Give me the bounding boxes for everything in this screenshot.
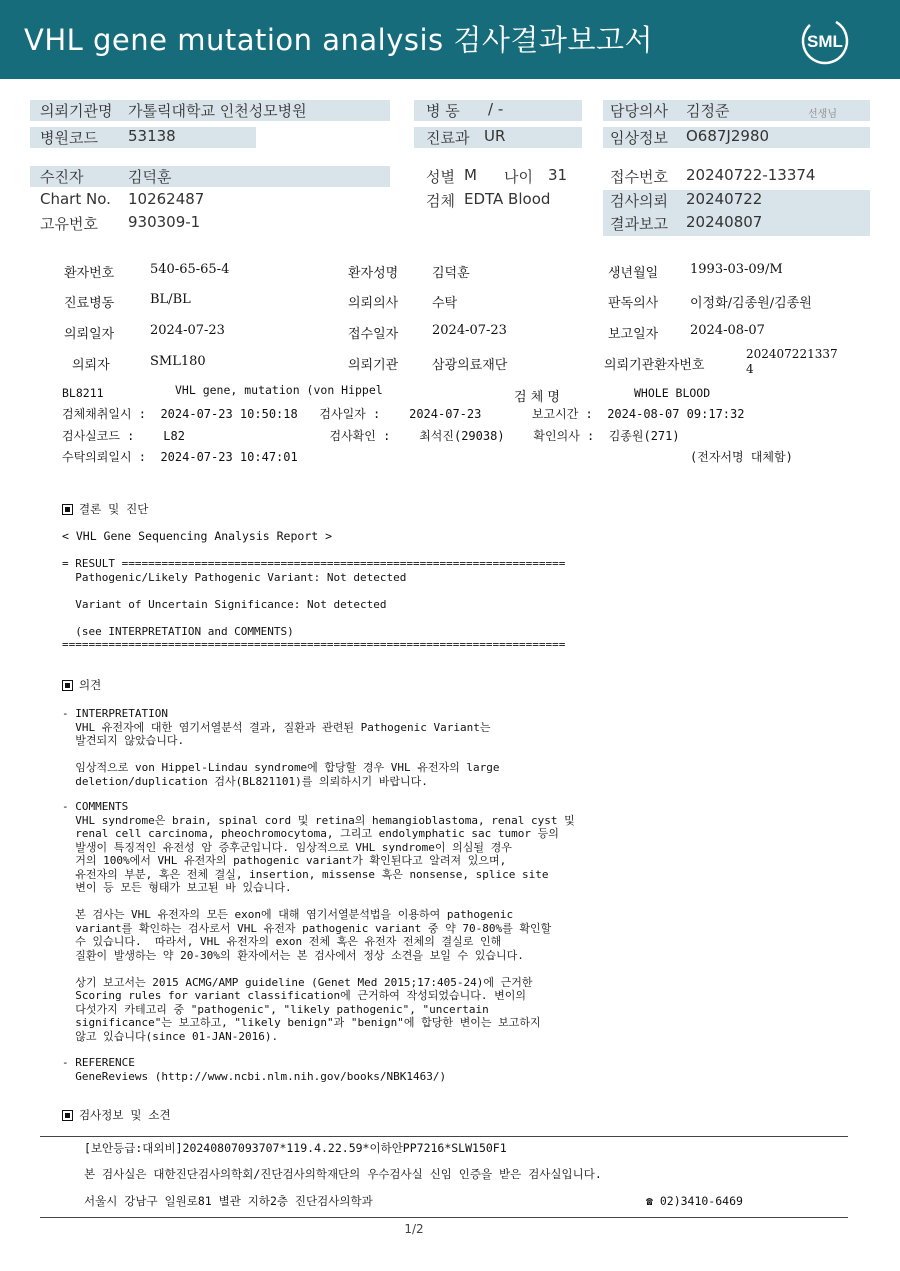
sex-value: M bbox=[464, 166, 477, 184]
patient-value: 김덕훈 bbox=[128, 168, 172, 186]
page-number: 1/2 bbox=[404, 1222, 424, 1236]
reference-block: - REFERENCE GeneReviews (http://www.ncbi.nlm.nih.gov/books/NBK1463/) bbox=[62, 1056, 447, 1083]
patient-label: 수진자 bbox=[40, 168, 84, 186]
specimen-name-value: WHOLE BLOOD bbox=[634, 386, 711, 400]
section-conclusion bbox=[62, 503, 148, 517]
age-value: 31 bbox=[548, 166, 568, 184]
ward-label: 병 동 bbox=[426, 102, 460, 120]
footer-rule-top bbox=[40, 1136, 848, 1137]
security-line: [보안등급:대외비]20240807093707*119.4.22.59*이하안PP7216*SLW150F1 bbox=[84, 1141, 507, 1155]
req-doctor-value: 수탁 bbox=[432, 296, 458, 311]
dept-value: UR bbox=[484, 127, 506, 145]
section-opinion-label: 의견 bbox=[79, 678, 102, 692]
comments-block: - COMMENTS VHL syndrome은 brain, spinal cord 및 retina의 hemangioblastoma, renal cyst 및 renal cell carcinoma, pheochromocytoma, 그리고 endolymphatic sac tumor 등의 발생이 특징적인 유전성 암 증후군입니다. 임상적으로 VHL syndrome이 의심될 경우 거의 100%에서 VHL 유전자의 pathogenic variant가 확인된다고 알려져 있으며, 유전자의 부분, 혹은 전체 결실, insertion, missense 혹은 nonsense, splice site 변이 등 모든 형태가 보고된 바 있습니다. 본 검사는 VHL 유전자의 모든 exon에 대해 염기서열분석법을 이용하여 pathogenic variant를 확인하는 검사로서 VHL 유전자 pathogenic variant 중 약 70-80%를 확인할 수 있습니다. 따라서, VHL 유전자의 exon 전체 혹은 유전자 전체의 결실로 인해 질환이 발생하는 약 20-30%의 환자에서는 본 검사에서 정상 소견을 보일 수 있습니다. 상기 보고서는 2015 ACMG/AMP guideline (Genet Med 2015;17:405-24)에 근거한 Scoring rules for variant classification에 근거하여 작성되었습니다. 변이의 다섯가지 카테고리 중 "pathogenic", "likely pathogenic", "uncertain significance"는 보고하고, "likely benign"과 "benign"에 합당한 변이는 보고하지 않고 있습니다(since 01-JAN-2016). bbox=[62, 800, 575, 1043]
hosp-code-label: 병원코드 bbox=[40, 129, 98, 147]
inst-patient-no-value: 202407221337 bbox=[746, 347, 838, 361]
specimen-name-label: 검 체 명 bbox=[514, 390, 560, 405]
ward-value: / - bbox=[488, 100, 504, 118]
age-label: 나이 bbox=[504, 168, 533, 186]
section-info-label: 검사정보 및 소견 bbox=[79, 1108, 171, 1122]
section-opinion bbox=[62, 679, 101, 693]
chart-label: Chart No. bbox=[40, 190, 111, 208]
req-date-value: 20240722 bbox=[686, 190, 763, 208]
inst-patient-no-value-tail: 4 bbox=[746, 362, 754, 376]
clinical-label: 임상정보 bbox=[610, 129, 668, 147]
req-date-r-value: 2024-07-23 bbox=[150, 323, 225, 338]
uid-value: 930309-1 bbox=[128, 213, 201, 231]
footer-rule-bottom bbox=[40, 1217, 848, 1218]
result-date-value: 20240807 bbox=[686, 213, 763, 231]
result-date-label: 결과보고 bbox=[610, 215, 668, 233]
specimen-value: EDTA Blood bbox=[464, 190, 551, 208]
cert-line: 본 검사실은 대한진단검사의학회/진단검사의학재단의 우수검사실 신임 인증을 받은 검사실입니다. bbox=[84, 1167, 602, 1181]
inst-patient-no-label: 의뢰기관환자번호 bbox=[604, 358, 705, 373]
report-title: VHL gene mutation analysis 검사결과보고서 bbox=[24, 23, 653, 57]
req-date-r-label: 의뢰일자 bbox=[64, 327, 115, 342]
chart-value: 10262487 bbox=[128, 190, 205, 208]
result-block: = RESULT =================================================================== Pathogenic/Likely Pathogenic Variant: Not detected Variant of Uncertain Significance: Not detected (see INTERPRETATION and COMMENTS) ============================================================================ bbox=[62, 557, 566, 651]
req-doctor-label: 의뢰의사 bbox=[348, 296, 399, 311]
dob-value: 1993-03-09/M bbox=[690, 262, 783, 277]
section-square-icon bbox=[62, 504, 73, 515]
dept-label: 진료과 bbox=[426, 129, 470, 147]
esign-note: (전자서명 대체함) bbox=[690, 450, 793, 464]
interpretation-block: - INTERPRETATION VHL 유전자에 대한 염기서열분석 결과, 질환과 관련된 Pathogenic Variant는 발견되지 않았습니다. 임상적으로 von Hippel-Lindau syndrome에 합당할 경우 VHL 유전자의 large deletion/duplication 검사(BL821101)를 의뢰하시기 바랍니다. bbox=[62, 707, 500, 788]
receipt-value: 20240722-13374 bbox=[686, 166, 816, 184]
patient-name-value: 김덕훈 bbox=[432, 266, 470, 281]
requester-label: 의뢰자 bbox=[72, 358, 110, 373]
meta-line-3: 수탁의뢰일시 : 2024-07-23 10:47:01 bbox=[62, 450, 298, 464]
req-inst-value: 삼광의료재단 bbox=[432, 358, 508, 373]
recv-date-value: 2024-07-23 bbox=[432, 323, 507, 338]
header-banner bbox=[0, 0, 900, 79]
section-info bbox=[62, 1109, 171, 1123]
phone-line: ☎ 02)3410-6469 bbox=[646, 1194, 743, 1208]
req-org-value: 가톨릭대학교 인천성모병원 bbox=[128, 102, 307, 120]
specimen-label: 검체 bbox=[426, 192, 455, 210]
requester-value: SML180 bbox=[150, 354, 206, 369]
section-square-icon bbox=[62, 1110, 73, 1121]
req-date-label: 검사의뢰 bbox=[610, 192, 668, 210]
section-square-icon bbox=[62, 680, 73, 691]
req-inst-label: 의뢰기관 bbox=[348, 358, 399, 373]
test-code: BL8211 bbox=[62, 386, 104, 400]
doctor-suffix: 선생님 bbox=[808, 109, 837, 120]
doctor-value: 김정준 bbox=[686, 102, 730, 120]
ward-r-label: 진료병동 bbox=[64, 296, 115, 311]
recv-date-label: 접수일자 bbox=[348, 327, 399, 342]
hosp-code-value: 53138 bbox=[128, 127, 176, 145]
reader-value: 이정화/김종원/김종원 bbox=[690, 296, 812, 311]
logo-text: SML bbox=[807, 32, 843, 51]
uid-label: 고유번호 bbox=[40, 215, 98, 233]
clinical-value: O687J2980 bbox=[686, 127, 770, 145]
address-line: 서울시 강남구 일원로81 별관 지하2층 진단검사의학과 bbox=[84, 1194, 373, 1208]
reader-label: 판독의사 bbox=[608, 296, 659, 311]
meta-line-2: 검사실코드 : L82 검사확인 : 최석진(29038) 확인의사 : 김종원(271) bbox=[62, 429, 680, 443]
sex-label: 성별 bbox=[426, 168, 455, 186]
patient-bar bbox=[30, 166, 390, 187]
report-subtitle: < VHL Gene Sequencing Analysis Report > bbox=[62, 529, 333, 543]
section-conclusion-label: 결론 및 진단 bbox=[79, 502, 149, 516]
patient-no-value: 540-65-65-4 bbox=[150, 262, 230, 277]
dob-label: 생년월일 bbox=[608, 266, 659, 281]
doctor-label: 담당의사 bbox=[610, 102, 668, 120]
report-date-value: 2024-08-07 bbox=[690, 323, 765, 338]
sml-logo bbox=[798, 14, 852, 68]
receipt-label: 접수번호 bbox=[610, 168, 668, 186]
patient-name-label: 환자성명 bbox=[348, 266, 399, 281]
patient-no-label: 환자번호 bbox=[64, 266, 115, 281]
test-name: VHL gene, mutation (von Hippel bbox=[175, 383, 383, 397]
ward-r-value: BL/BL bbox=[150, 292, 191, 307]
meta-line-1: 검체채취일시 : 2024-07-23 10:50:18 검사일자 : 2024-07-23 보고시간 : 2024-08-07 09:17:32 bbox=[62, 407, 745, 421]
req-org-label: 의뢰기관명 bbox=[40, 102, 113, 120]
report-date-label: 보고일자 bbox=[608, 327, 659, 342]
